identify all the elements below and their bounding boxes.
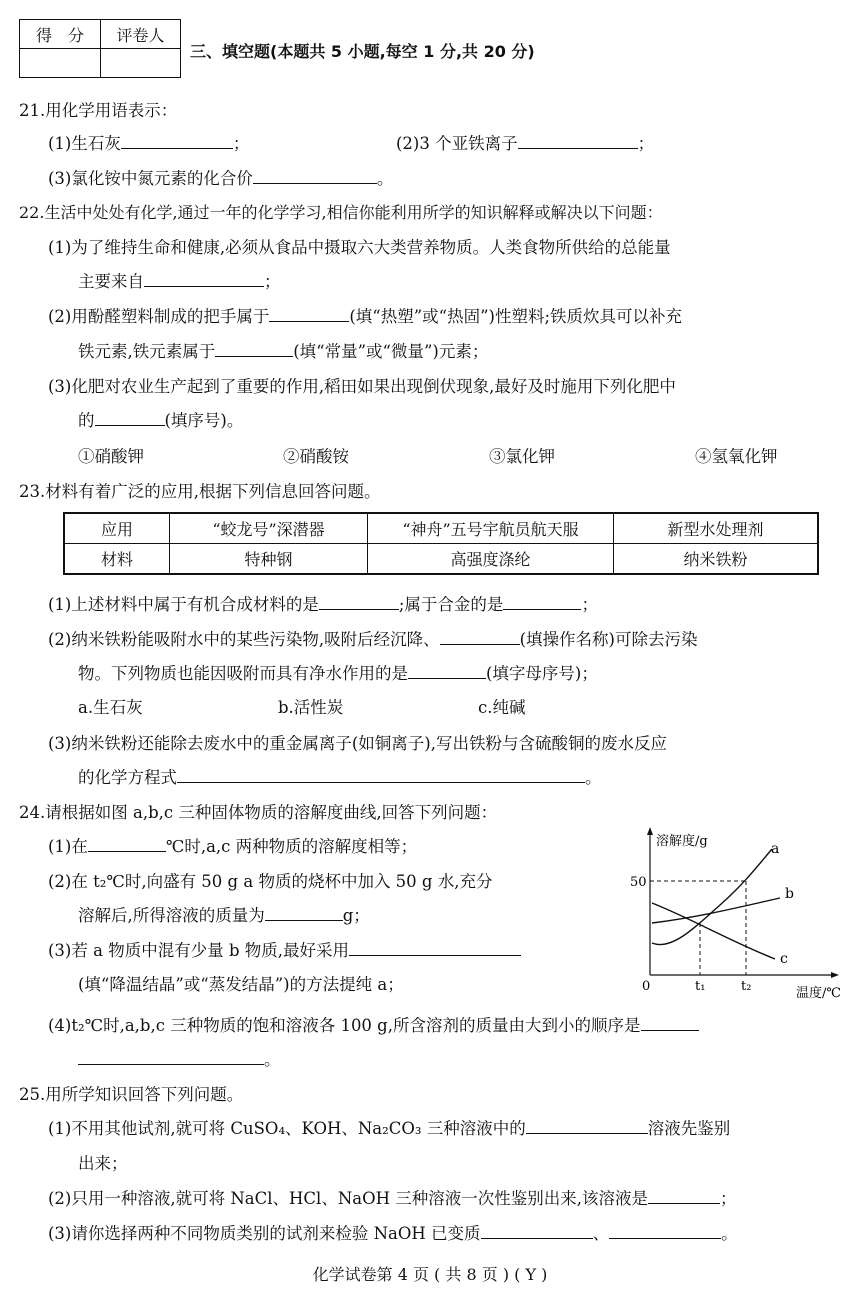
q24-part3 <box>48 937 521 961</box>
q21-p2-end: ； <box>637 134 655 153</box>
series-label-b: b <box>785 886 794 902</box>
q21-p1-end: ； <box>232 134 250 153</box>
q24-p4-end: 。 <box>264 1050 281 1069</box>
q22-p2-text3: 铁元素,铁元素属于 <box>78 342 216 361</box>
q25-p3-text: (3)请你选择两种不同物质类别的试剂来检验 NaOH 已变质 <box>48 1224 481 1243</box>
q25-stem: 25.用所学知识回答下列问题。 <box>19 1085 244 1104</box>
q25-p3-end: 。 <box>721 1224 738 1243</box>
q23-p2-line1 <box>48 626 698 650</box>
q21-stem: 21.用化学用语表示： <box>19 101 178 120</box>
q23-p1-end: ； <box>581 595 598 614</box>
q24-part4 <box>48 1012 699 1036</box>
q23-p3-text: 的化学方程式 <box>78 768 177 787</box>
answer-blank[interactable] <box>440 630 520 645</box>
q22-option-1: ①硝酸钾 <box>78 447 144 466</box>
q23-option-b: b.活性炭 <box>278 698 344 717</box>
q21-p3-text: (3)氯化铵中氮元素的化合价 <box>48 169 253 188</box>
q24-part1 <box>48 833 417 857</box>
answer-blank[interactable] <box>215 342 293 357</box>
q23-stem: 23.材料有着广泛的应用,根据下列信息回答问题。 <box>19 482 381 501</box>
q25-part2 <box>48 1185 737 1209</box>
answer-blank[interactable] <box>408 664 486 679</box>
answer-blank[interactable] <box>121 134 233 149</box>
q22-option-2: ②硝酸铵 <box>283 447 349 466</box>
table-cell: “神舟”五号宇航员航天服 <box>368 513 614 544</box>
page-footer: 化学试卷第 4 页 ( 共 8 页 ) ( Y ) <box>312 1265 548 1284</box>
q25-p1-line1 <box>48 1115 730 1139</box>
q25-p1-text2: 溶液先鉴别 <box>647 1119 731 1138</box>
y-tick-50: 50 <box>630 875 647 890</box>
q21-p2-text: (2)3 个亚铁离子 <box>396 134 518 153</box>
table-cell: “蛟龙号”深潜器 <box>170 513 368 544</box>
y-axis-label: 溶解度/g <box>656 834 708 849</box>
q22-p2-text2: (填“热塑”或“热固”)性塑料;铁质炊具可以补充 <box>349 307 683 326</box>
q21-part3 <box>48 165 393 189</box>
answer-blank[interactable] <box>253 169 377 184</box>
q21-part2 <box>396 130 654 154</box>
q25-p2-end: ； <box>720 1189 737 1208</box>
score-box <box>19 19 181 78</box>
q21-p3-end: 。 <box>376 169 394 188</box>
answer-blank[interactable] <box>269 307 349 322</box>
q24-p3-text: (3)若 a 物质中混有少量 b 物质,最好采用 <box>48 941 349 960</box>
q23-p3-line1: (3)纳米铁粉还能除去废水中的重金属离子(如铜离子),写出铁粉与含硫酸铜的废水反应 <box>48 734 667 753</box>
answer-blank[interactable] <box>349 941 521 956</box>
q22-stem: 22.生活中处处有化学,通过一年的化学学习,相信你能利用所学的知识解释或解决以下问题： <box>19 203 663 222</box>
q22-p3-text: 的 <box>78 411 95 430</box>
q23-p2-text2: (填操作名称)可除去污染 <box>519 630 698 649</box>
y-axis-arrow <box>647 827 653 835</box>
table-cell: 特种钢 <box>170 544 368 575</box>
q21-part1 <box>48 130 249 154</box>
table-row <box>64 513 818 544</box>
x-axis-label: 温度/℃ <box>796 986 841 1001</box>
q24-p4-line2 <box>78 1046 281 1070</box>
q24-p1-text: (1)在 <box>48 837 88 856</box>
series-label-a: a <box>771 841 780 857</box>
q23-p1-text2: ;属于合金的是 <box>398 595 504 614</box>
q25-p1-line2: 出来； <box>78 1154 128 1173</box>
q22-p2-line2 <box>78 338 488 362</box>
answer-blank[interactable] <box>95 411 165 426</box>
answer-blank[interactable] <box>177 768 585 783</box>
q24-p2-line1: (2)在 t₂℃时,向盛有 50 g a 物质的烧杯中加入 50 g 水,充分 <box>48 872 493 891</box>
answer-blank[interactable] <box>144 272 264 287</box>
x-axis-arrow <box>831 972 839 978</box>
q23-p2-text3: 物。下列物质也能因吸附而具有净水作用的是 <box>78 664 408 683</box>
answer-blank[interactable] <box>481 1224 593 1239</box>
answer-blank[interactable] <box>503 595 581 610</box>
score-label: 得 分 <box>20 20 101 49</box>
q21-p1-text: (1)生石灰 <box>48 134 121 153</box>
q23-p3-end: 。 <box>585 768 602 787</box>
answer-blank[interactable] <box>518 134 638 149</box>
q23-p2-end: (填字母序号)； <box>486 664 598 683</box>
section-title: 三、填空题(本题共 5 小题,每空 1 分,共 20 分) <box>190 42 535 61</box>
q23-p3-line2 <box>78 764 602 788</box>
q22-p2-text: (2)用酚醛塑料制成的把手属于 <box>48 307 270 326</box>
q22-p1-line1: (1)为了维持生命和健康,必须从食品中摄取六大类营养物质。人类食物所供给的总能量 <box>48 238 671 257</box>
q24-p2-end: g； <box>342 906 370 925</box>
q25-p3-sep: 、 <box>592 1224 610 1243</box>
materials-table <box>63 512 819 575</box>
grader-cell[interactable] <box>101 49 181 78</box>
answer-blank[interactable] <box>648 1189 720 1204</box>
solubility-chart <box>620 823 850 1003</box>
q24-p4-text: (4)t₂℃时,a,b,c 三种物质的饱和溶液各 100 g,所含溶剂的质量由大到小的顺序是 <box>48 1016 641 1035</box>
table-cell: 应用 <box>64 513 170 544</box>
q22-p1-line2 <box>78 268 281 292</box>
q23-p1-text: (1)上述材料中属于有机合成材料的是 <box>48 595 319 614</box>
q24-p2-line2 <box>78 902 370 926</box>
table-cell: 材料 <box>64 544 170 575</box>
q22-p1-text: 主要来自 <box>78 272 144 291</box>
q22-p1-end: ； <box>264 272 281 291</box>
q25-p2-text: (2)只用一种溶液,就可将 NaCl、HCl、NaOH 三种溶液一次性鉴别出来,该溶液是 <box>48 1189 649 1208</box>
q24-p3-line2: (填“降温结晶”或“蒸发结晶”)的方法提纯 a； <box>78 975 404 994</box>
q22-option-3: ③氯化钾 <box>489 447 555 466</box>
q23-option-a: a.生石灰 <box>78 698 143 717</box>
answer-blank[interactable] <box>78 1050 264 1065</box>
q22-p3-line2 <box>78 407 243 431</box>
q25-part3 <box>48 1220 738 1244</box>
q22-p3-line1: (3)化肥对农业生产起到了重要的作用,稻田如果出现倒伏现象,最好及时施用下列化肥中 <box>48 377 676 396</box>
q23-option-c: c.纯碱 <box>478 698 526 717</box>
answer-blank[interactable] <box>609 1224 721 1239</box>
q23-p2-text: (2)纳米铁粉能吸附水中的某些污染物,吸附后经沉降、 <box>48 630 440 649</box>
answer-blank[interactable] <box>526 1119 648 1134</box>
q22-p2-line1 <box>48 303 682 327</box>
q24-p1-text2: ℃时,a,c 两种物质的溶解度相等； <box>165 837 418 856</box>
table-cell: 新型水处理剂 <box>614 513 819 544</box>
table-cell: 纳米铁粉 <box>614 544 819 575</box>
q24-p2-text: 溶解后,所得溶液的质量为 <box>78 906 265 925</box>
q23-p2-line2 <box>78 660 598 684</box>
grader-label: 评卷人 <box>101 20 181 49</box>
table-row <box>64 544 818 575</box>
q25-p1-text: (1)不用其他试剂,就可将 CuSO₄、KOH、Na₂CO₃ 三种溶液中的 <box>48 1119 526 1138</box>
table-cell: 高强度涤纶 <box>368 544 614 575</box>
x-tick-t1: t₁ <box>695 979 706 994</box>
series-label-c: c <box>780 951 788 967</box>
answer-blank[interactable] <box>319 595 399 610</box>
score-cell[interactable] <box>20 49 101 78</box>
x-tick-t2: t₂ <box>741 979 752 994</box>
answer-blank[interactable] <box>641 1016 699 1031</box>
origin-label: 0 <box>642 979 651 994</box>
answer-blank[interactable] <box>265 906 343 921</box>
q24-stem: 24.请根据如图 a,b,c 三种固体物质的溶解度曲线,回答下列问题： <box>19 803 498 822</box>
answer-blank[interactable] <box>88 837 166 852</box>
q22-p2-end: (填“常量”或“微量”)元素； <box>293 342 489 361</box>
q22-option-4: ④氢氧化钾 <box>695 447 778 466</box>
q22-p3-end: (填序号)。 <box>164 411 244 430</box>
q23-part1 <box>48 591 598 615</box>
